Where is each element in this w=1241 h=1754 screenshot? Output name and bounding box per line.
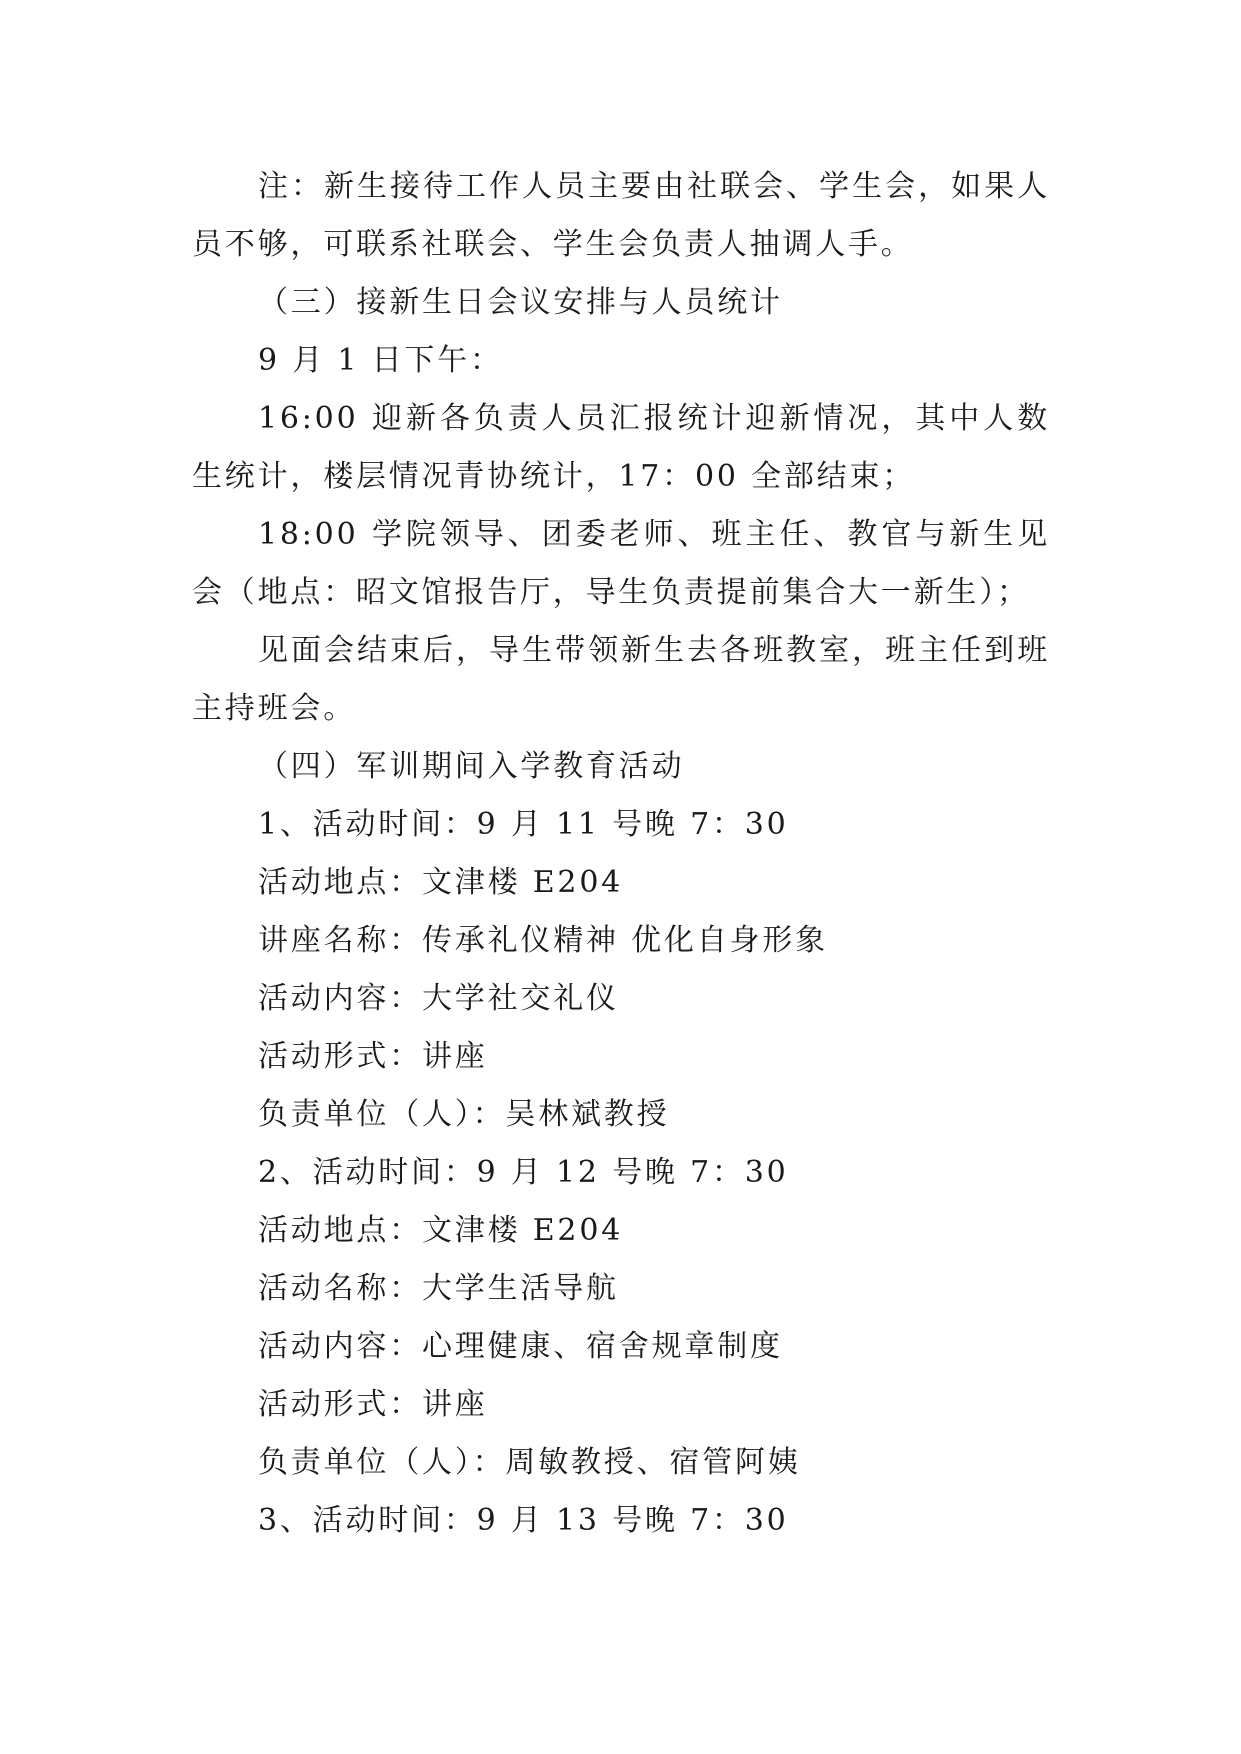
text-line: 主持班会。	[192, 691, 356, 726]
activity-1-format	[192, 1028, 1050, 1086]
text-line: 3、活动时间：9 月 13 号晚 7：30	[258, 1503, 789, 1538]
activity-1-time	[192, 796, 1050, 854]
activity-1-location	[192, 854, 1050, 912]
text-line: 16:00 迎新各负责人员汇报统计迎新情况，其中人数	[258, 401, 1050, 436]
section-heading	[192, 274, 1050, 332]
text-line: 活动内容：心理健康、宿舍规章制度	[258, 1329, 783, 1364]
text-line: 活动内容：大学社交礼仪	[258, 981, 619, 1016]
text-line: 活动名称：大学生活导航	[258, 1271, 619, 1306]
text-line: 负责单位（人）：吴林斌教授	[258, 1097, 670, 1132]
text-line: 活动地点：文津楼 E204	[258, 1213, 624, 1248]
activity-1-content	[192, 970, 1050, 1028]
heading-text: （四）军训期间入学教育活动	[258, 749, 685, 784]
paragraph-schedule-1600	[192, 390, 1050, 506]
text-line: 讲座名称：传承礼仪精神 优化自身形象	[258, 923, 828, 958]
text-line: 1、活动时间：9 月 11 号晚 7：30	[258, 807, 789, 842]
text-line: 18:00 学院领导、团委老师、班主任、教官与新生见	[258, 517, 1050, 552]
text-line: 2、活动时间：9 月 12 号晚 7：30	[258, 1155, 789, 1190]
text-line: 9 月 1 日下午：	[258, 343, 503, 378]
text-line: 会（地点：昭文馆报告厅，导生负责提前集合大一新生）；	[192, 575, 1030, 610]
activity-1-title	[192, 912, 1050, 970]
text-line: 见面会结束后，导生带领新生去各班教室，班主任到班	[258, 633, 1050, 668]
paragraph-schedule-1800	[192, 506, 1050, 622]
activity-2-location	[192, 1202, 1050, 1260]
activity-1-responsible	[192, 1086, 1050, 1144]
activity-2-title	[192, 1260, 1050, 1318]
paragraph-date	[192, 332, 1050, 390]
text-line: 员不够，可联系社联会、学生会负责人抽调人手。	[192, 227, 914, 262]
document-body	[192, 158, 1050, 1550]
text-line: 生统计，楼层情况青协统计，17：00 全部结束；	[192, 459, 916, 494]
activity-2-format	[192, 1376, 1050, 1434]
text-line: 注：新生接待工作人员主要由社联会、学生会，如果人	[258, 169, 1050, 204]
text-line: 活动形式：讲座	[258, 1039, 488, 1074]
text-line: 活动地点：文津楼 E204	[258, 865, 624, 900]
text-line: 负责单位（人）：周敏教授、宿管阿姨	[258, 1445, 801, 1480]
activity-2-content	[192, 1318, 1050, 1376]
section-heading	[192, 738, 1050, 796]
paragraph-note	[192, 158, 1050, 274]
activity-2-time	[192, 1144, 1050, 1202]
text-line: 活动形式：讲座	[258, 1387, 488, 1422]
paragraph-after-meeting	[192, 622, 1050, 738]
activity-2-responsible	[192, 1434, 1050, 1492]
activity-3-time	[192, 1492, 1050, 1550]
heading-text: （三）接新生日会议安排与人员统计	[258, 285, 783, 320]
